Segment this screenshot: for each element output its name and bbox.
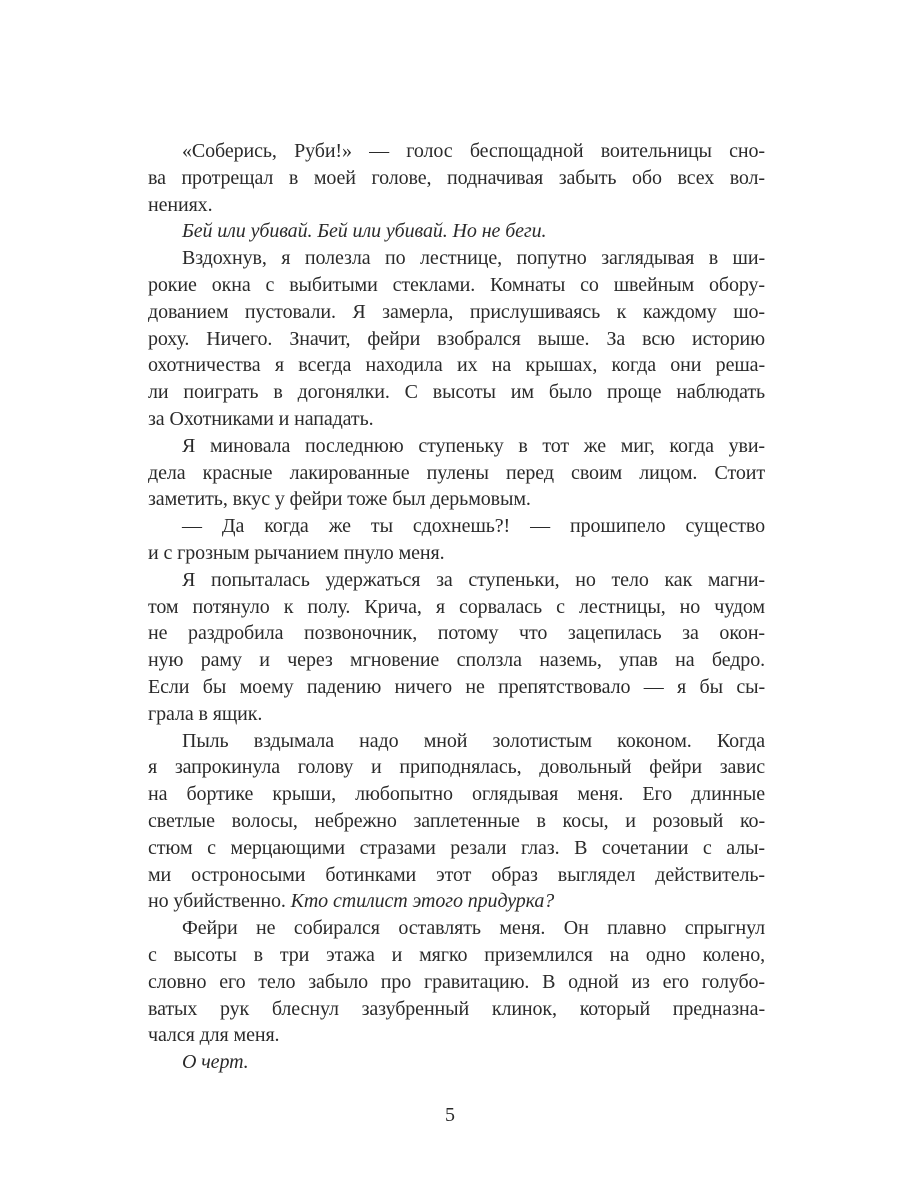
text-segment: том потянуло к полу. Крича, я сорвалась с лестницы, но чудом <box>148 595 765 618</box>
text-segment: ли поиграть в догонялки. С высоты им было проще наблюдать <box>148 381 765 404</box>
text-line <box>148 862 765 889</box>
text-line <box>148 888 765 915</box>
text-segment: заметить, вкус у фейри тоже был дерьмовым. <box>148 488 531 511</box>
paragraph <box>148 567 765 728</box>
text-line <box>148 969 765 996</box>
text-line <box>148 486 765 513</box>
text-line <box>148 138 765 165</box>
text-line <box>148 781 765 808</box>
text-segment: чался для меня. <box>148 1024 280 1047</box>
text-segment: с высоты в три этажа и мягко приземлился на одно колено, <box>148 943 765 966</box>
text-line <box>148 406 765 433</box>
text-line <box>148 1022 765 1049</box>
text-segment: словно его тело забыло про гравитацию. В одной из его голубо- <box>148 970 765 993</box>
text-segment: рокие окна с выбитыми стеклами. Комнаты со швейным обору- <box>148 273 765 296</box>
text-segment: и с грозным рычанием пнуло меня. <box>148 541 445 564</box>
paragraph <box>148 513 765 567</box>
text-segment: ми остроносыми ботинками этот образ выглядел действитель- <box>148 863 765 886</box>
text-segment: Вздохнув, я полезла по лестнице, попутно заглядывая в ши- <box>182 247 765 270</box>
text-segment: Я попыталась удержаться за ступеньки, но тело как магни- <box>182 568 765 591</box>
paragraph <box>148 245 765 433</box>
text-line <box>148 754 765 781</box>
paragraph <box>148 138 765 218</box>
text-line <box>148 245 765 272</box>
text-line <box>148 352 765 379</box>
italic-text: Кто стилист этого придурка? <box>290 890 555 913</box>
text-line <box>148 379 765 406</box>
text-segment: ва протрещал в моей голове, подначивая забыть обо всех вол- <box>148 166 765 189</box>
paragraph <box>148 728 765 916</box>
text-line <box>148 835 765 862</box>
text-segment: на бортике крыши, любопытно оглядывая меня. Его длинные <box>148 783 765 806</box>
text-segment: за Охотниками и нападать. <box>148 407 374 430</box>
text-segment: грала в ящик. <box>148 702 263 725</box>
italic-text: Бей или убивай. Бей или убивай. Но не беги. <box>182 220 547 243</box>
text-segment: светлые волосы, небрежно заплетенные в косы, и розовый ко- <box>148 809 765 832</box>
italic-text: О черт. <box>182 1051 249 1074</box>
text-line <box>148 433 765 460</box>
text-segment: ватых рук блеснул зазубренный клинок, который предназна- <box>148 997 765 1020</box>
paragraph <box>148 218 765 245</box>
paragraph <box>148 1049 765 1076</box>
text-segment: Если бы моему падению ничего не препятствовало — я бы сы- <box>148 675 765 698</box>
text-line <box>148 674 765 701</box>
text-line <box>148 192 765 219</box>
text-line <box>148 915 765 942</box>
text-segment: «Соберись, Руби!» — голос беспощадной воительницы сно- <box>182 140 765 162</box>
text-segment: охотничества я всегда находила их на крышах, когда они реша- <box>148 354 765 377</box>
paragraph <box>148 915 765 1049</box>
text-segment: я запрокинула голову и приподнялась, довольный фейри завис <box>148 756 765 779</box>
text-line <box>148 808 765 835</box>
text-line <box>148 272 765 299</box>
text-line <box>148 513 765 540</box>
text-line <box>148 326 765 353</box>
text-line <box>148 647 765 674</box>
text-line <box>148 165 765 192</box>
text-segment: дела красные лакированные пулены перед своим лицом. Стоит <box>148 461 765 484</box>
text-segment: — Да когда же ты сдохнешь?! — прошипело существо <box>182 515 765 538</box>
text-line <box>148 218 765 245</box>
text-segment: роху. Ничего. Значит, фейри взобрался выше. За всю историю <box>148 327 765 350</box>
text-segment: Фейри не собирался оставлять меня. Он плавно спрыгнул <box>182 917 765 940</box>
page-body-text <box>148 138 765 1076</box>
text-line <box>148 540 765 567</box>
text-line <box>148 728 765 755</box>
text-segment: стюм с мерцающими стразами резали глаз. В сочетании с алы- <box>148 836 765 859</box>
text-line <box>148 996 765 1023</box>
text-line <box>148 594 765 621</box>
text-segment: но убийственно. <box>148 890 291 913</box>
text-line <box>148 942 765 969</box>
paragraph <box>148 433 765 513</box>
text-segment: Я миновала последнюю ступеньку в тот же миг, когда уви- <box>182 434 765 457</box>
text-line <box>148 460 765 487</box>
text-line <box>148 299 765 326</box>
text-line <box>148 620 765 647</box>
text-segment: дованием пустовали. Я замерла, прислушиваясь к каждому шо- <box>148 300 765 323</box>
text-segment: не раздробила позвоночник, потому что зацепилась за окон- <box>148 622 765 645</box>
text-segment: Пыль вздымала надо мной золотистым коконом. Когда <box>182 729 765 752</box>
text-line <box>148 567 765 594</box>
page-number: 5 <box>445 1104 455 1126</box>
text-segment: нениях. <box>148 193 213 216</box>
text-line <box>148 1049 765 1076</box>
text-segment: ную раму и через мгновение сползла наземь, упав на бедро. <box>148 649 765 672</box>
text-line <box>148 701 765 728</box>
